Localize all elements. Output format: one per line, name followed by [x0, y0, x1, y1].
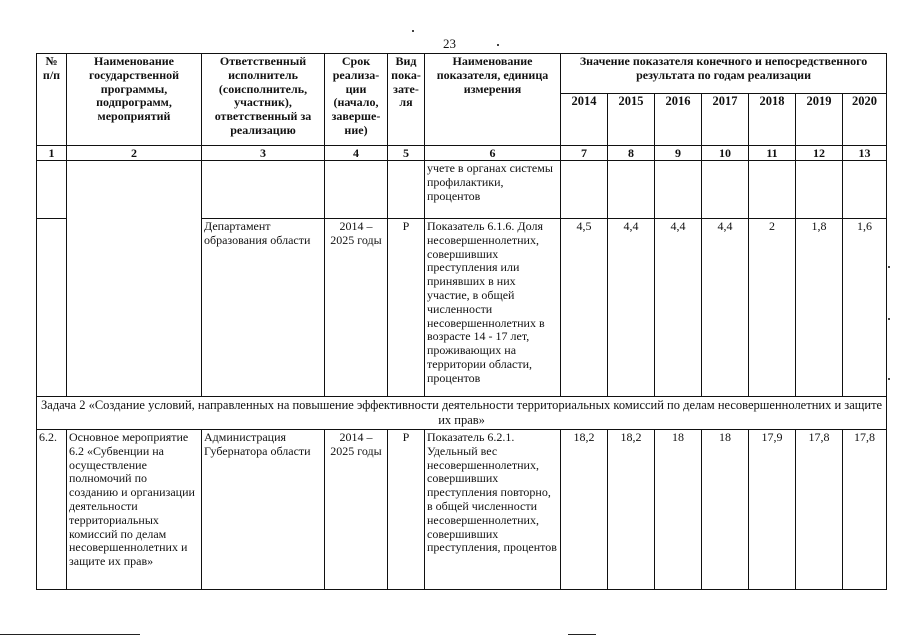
- value-cell: 1,6: [843, 219, 887, 397]
- value-cell: 4,4: [655, 219, 702, 397]
- scan-artifact-dot: [497, 44, 499, 46]
- value-cell: 4,5: [561, 219, 608, 397]
- header-program-name: Наименование государственной программы, подпрограмм, мероприятий: [67, 54, 202, 146]
- indicator-cell: учете в органах системы профилактики, процентов: [425, 161, 561, 219]
- scan-artifact-dot: [888, 266, 890, 268]
- column-numbers-row: [37, 146, 887, 161]
- column-number: 11: [749, 146, 796, 161]
- column-number: 12: [796, 146, 843, 161]
- header-year: 2020: [843, 94, 887, 146]
- value-cell: 4,4: [702, 219, 749, 397]
- num-cell: [37, 219, 67, 397]
- column-number: 6: [425, 146, 561, 161]
- table-row-62: [37, 430, 887, 590]
- column-number: 1: [37, 146, 67, 161]
- term-cell: 2014 – 2025 годы: [325, 219, 388, 397]
- header-year: 2017: [702, 94, 749, 146]
- scan-artifact-dot: [888, 378, 890, 380]
- header-year: 2015: [608, 94, 655, 146]
- term-cell: 2014 – 2025 годы: [325, 430, 388, 590]
- scan-artifact-line: [0, 634, 140, 635]
- column-number: 13: [843, 146, 887, 161]
- value-cell: 17,8: [796, 430, 843, 590]
- value-cell: 1,8: [796, 219, 843, 397]
- column-number: 3: [202, 146, 325, 161]
- column-number: 9: [655, 146, 702, 161]
- value-cell: 18: [655, 430, 702, 590]
- header-num: № п/п: [37, 54, 67, 146]
- column-number: 2: [67, 146, 202, 161]
- page-number: 23: [443, 36, 456, 51]
- executor-cell: Департамент образования области: [202, 219, 325, 397]
- type-cell: Р: [388, 430, 425, 590]
- header-term: Срок реализа-ции (начало, заверше-ние): [325, 54, 388, 146]
- program-name-cell: [67, 161, 202, 397]
- value-cell: 17,8: [843, 430, 887, 590]
- scan-artifact-dot: [412, 30, 414, 32]
- value-cell: 4,4: [608, 219, 655, 397]
- column-number: 10: [702, 146, 749, 161]
- column-number: 4: [325, 146, 388, 161]
- type-cell: [388, 161, 425, 219]
- type-cell: Р: [388, 219, 425, 397]
- task-row: [37, 397, 887, 430]
- indicator-cell: Показатель 6.2.1. Удельный вес несовершеннолетних, совершивших преступления повторно, в общей численности несовершеннолетних, совершивших преступления, процентов: [425, 430, 561, 590]
- scan-artifact-dot: [888, 318, 890, 320]
- header-year: 2014: [561, 94, 608, 146]
- header-year: 2018: [749, 94, 796, 146]
- header-indicator-type: Вид пока-зате-ля: [388, 54, 425, 146]
- header-year: 2019: [796, 94, 843, 146]
- value-cell: 18: [702, 430, 749, 590]
- value-cell: 18,2: [608, 430, 655, 590]
- executor-cell: Администрация Губернатора области: [202, 430, 325, 590]
- scan-artifact-line: [568, 634, 596, 635]
- term-cell: [325, 161, 388, 219]
- indicator-cell: Показатель 6.1.6. Доля несовершеннолетних, совершивших преступления или принявших в них участие, в общей численности несовершеннолетних в возрасте 14 - 17 лет, проживающих на территории области, процентов: [425, 219, 561, 397]
- header-row: [37, 54, 887, 94]
- header-year: 2016: [655, 94, 702, 146]
- table-row-continued: [37, 161, 887, 219]
- num-cell: 6.2.: [37, 430, 67, 590]
- num-cell: [37, 161, 67, 219]
- program-name-cell: Основное мероприятие 6.2 «Субвенции на осуществление полномочий по созданию и организации деятельности территориальных комиссий по делам несовершеннолетних и защите их прав»: [67, 430, 202, 590]
- column-number: 5: [388, 146, 425, 161]
- column-number: 7: [561, 146, 608, 161]
- column-number: 8: [608, 146, 655, 161]
- header-executor: Ответственный исполнитель (соисполнитель, участник), ответственный за реализацию: [202, 54, 325, 146]
- task-2-cell: Задача 2 «Создание условий, направленных на повышение эффективности деятельности территориальных комиссий по делам несовершеннолетних и защите их прав»: [37, 397, 887, 430]
- header-indicator-name: Наименование показателя, единица измерения: [425, 54, 561, 146]
- value-cell: 17,9: [749, 430, 796, 590]
- value-cell: 2: [749, 219, 796, 397]
- program-table: [36, 53, 887, 590]
- value-cell: 18,2: [561, 430, 608, 590]
- header-values: Значение показателя конечного и непосредственного результата по годам реализации: [561, 54, 887, 94]
- executor-cell: [202, 161, 325, 219]
